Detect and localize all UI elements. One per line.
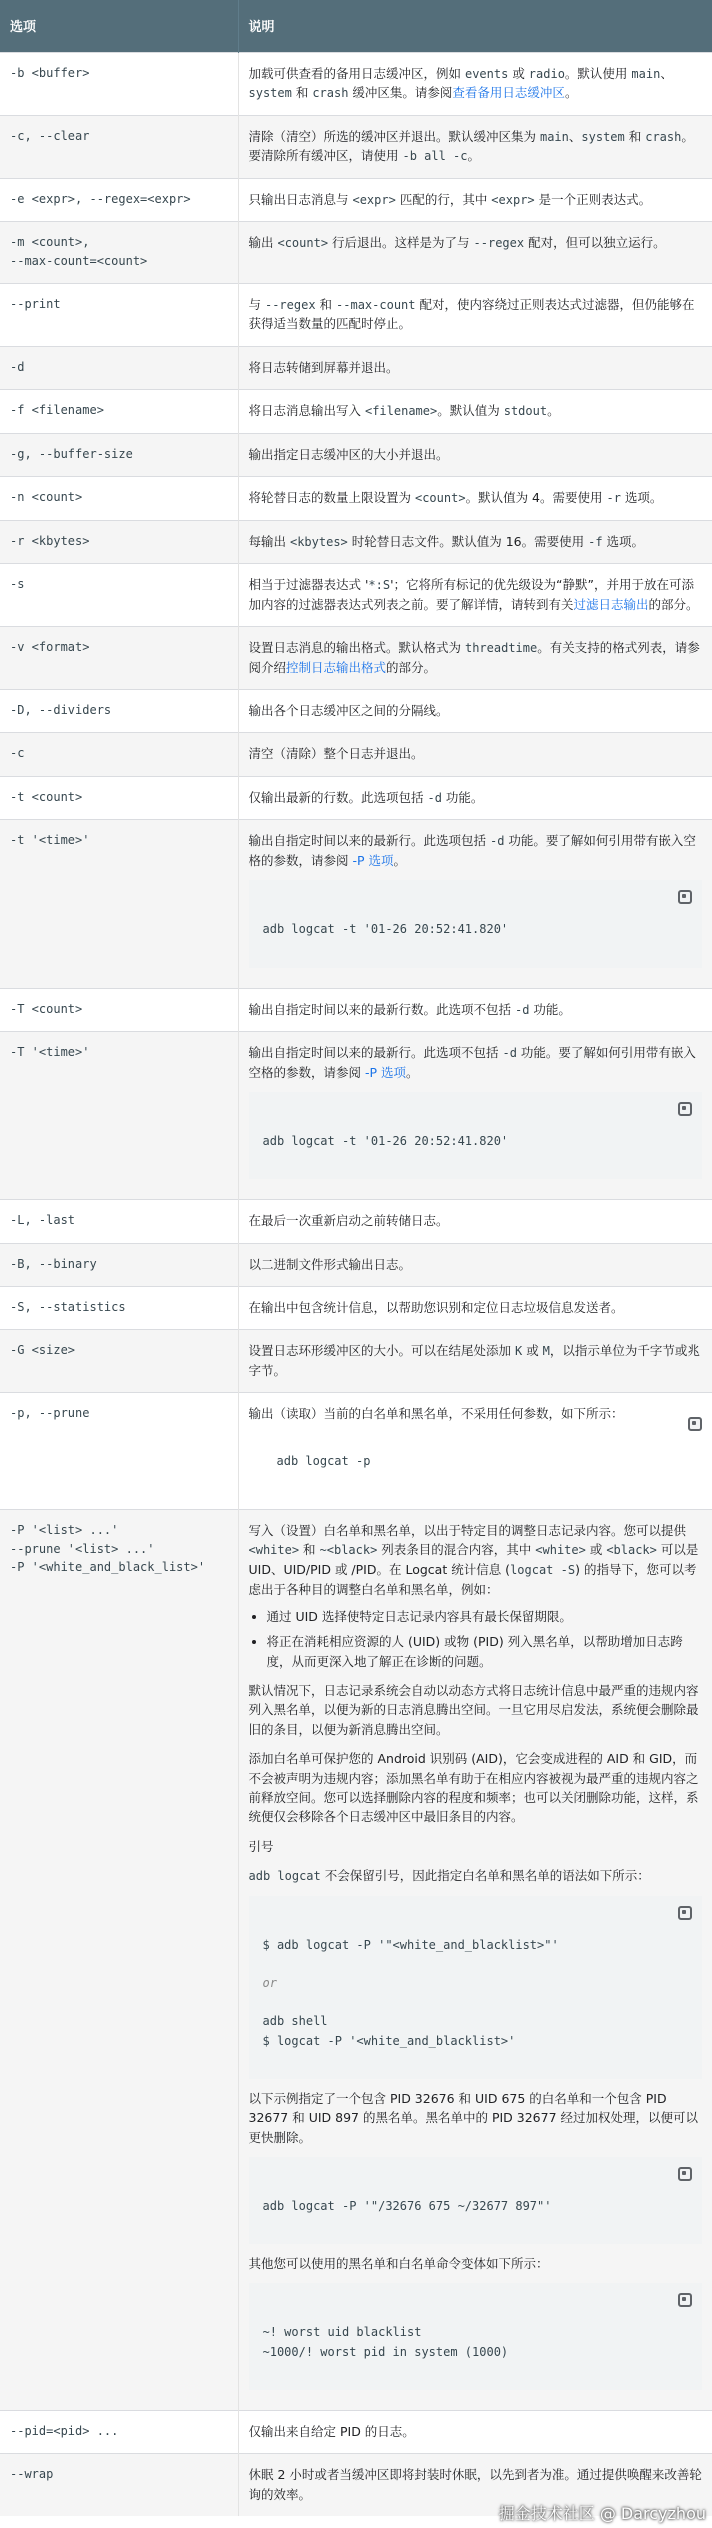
option-cell: -b <buffer>	[0, 52, 238, 115]
option-cell: -G <size>	[0, 1330, 238, 1393]
option-cell: -B, --binary	[0, 1243, 238, 1286]
header-option: 选项	[0, 0, 238, 52]
table-row	[0, 283, 712, 346]
table-row	[0, 115, 712, 178]
table-row	[0, 564, 712, 627]
description-cell: 设置日志环形缓冲区的大小。可以在结尾处添加 K 或 M，以指示单位为千字节或兆字节。	[238, 1330, 712, 1393]
table-row	[0, 988, 712, 1032]
table-row	[0, 1510, 712, 2411]
description-cell: 设置日志消息的输出格式。默认格式为 threadtime。有关支持的格式列表，请参阅介绍控制日志输出格式的部分。	[238, 627, 712, 690]
table-row	[0, 390, 712, 434]
description-cell: 与 --regex 和 --max-count 配对，使内容绕过正则表达式过滤器，但仍能够在获得适当数量的匹配时停止。	[238, 283, 712, 346]
link-alt-buffers[interactable]: 查看备用日志缓冲区	[452, 85, 565, 101]
description-cell: 仅输出来自给定 PID 的日志。	[238, 2410, 712, 2453]
option-cell: -s	[0, 564, 238, 627]
code-block: $ adb logcat -P '"<white_and_blacklist>"' or adb shell $ logcat -P '<white_and_blacklist>'	[249, 1896, 703, 2079]
link-filter-output[interactable]: 过滤日志输出	[573, 596, 649, 612]
description-cell: 将轮替日志的数量上限设置为 <count>。默认值为 4。需要使用 -r 选项。	[238, 476, 712, 520]
table-row	[0, 627, 712, 690]
description-cell: 只输出日志消息与 <expr> 匹配的行，其中 <expr> 是一个正则表达式。	[238, 178, 712, 222]
description-cell: 输出各个日志缓冲区之间的分隔线。	[238, 690, 712, 733]
paragraph: 默认情况下，日志记录系统会自动以动态方式将日志统计信息中最严重的违规内容列入黑名单，以便为新的日志消息腾出空间。一旦它用尽启发法，系统便会删除最旧的条目，以便为新消息腾出空间。	[248, 1683, 699, 1737]
link-p-option[interactable]: -P 选项	[364, 1064, 407, 1080]
option-cell: -d	[0, 346, 238, 389]
description-cell: 在最后一次重新启动之前转储日志。	[238, 1200, 712, 1243]
link-output-format[interactable]: 控制日志输出格式	[286, 659, 387, 675]
option-cell: -t <count>	[0, 776, 238, 820]
watermark: 掘金技术社区 @ Darcyzhou	[498, 2504, 706, 2523]
list-item: • 将正在消耗相应资源的人 (UID) 或物 (PID) 列入黑名单，以帮助增加日志跨度，从而更深入地了解正在诊断的问题。	[267, 1632, 703, 1671]
copy-icon[interactable]	[688, 1417, 702, 1431]
paragraph: 以下示例指定了一个包含 PID 32676 和 UID 675 的白名单和一个包含 PID 32677 和 UID 897 的黑名单。黑名单中的 PID 32677 经过加权处理，以便可以更快删除。	[248, 2090, 699, 2145]
option-cell: -e <expr>, --regex=<expr>	[0, 178, 238, 222]
description-cell: 将日志消息输出写入 <filename>。默认值为 stdout。	[238, 390, 712, 434]
option-cell: -g, --buffer-size	[0, 433, 238, 476]
table-row	[0, 346, 712, 389]
option-cell: -r <kbytes>	[0, 520, 238, 564]
table-row	[0, 1393, 712, 1510]
option-cell: -D, --dividers	[0, 690, 238, 733]
description-cell: 输出指定日志缓冲区的大小并退出。	[238, 433, 712, 476]
option-cell: -c	[0, 733, 238, 776]
paragraph: 添加白名单可保护您的 Android 识别码 (AID)，它会变成进程的 AID 和 GID，而不会被声明为违规内容；添加黑名单有助于在相应内容被视为最严重的违规内容之前释放空间。您可以选择删除内容的程度和频率；也可以关闭删除功能，这样，系统便仅会移除各个日志缓冲区中最旧条目的内容。	[248, 1751, 699, 1825]
copy-icon[interactable]	[678, 2293, 692, 2307]
copy-icon[interactable]	[678, 1102, 692, 1116]
description-cell: 以二进制文件形式输出日志。	[238, 1243, 712, 1286]
option-cell: --print	[0, 283, 238, 346]
option-cell: -S, --statistics	[0, 1287, 238, 1330]
code-block: adb logcat -p	[276, 1453, 371, 1468]
option-cell: -f <filename>	[0, 390, 238, 434]
code-block: adb logcat -t '01-26 20:52:41.820'	[249, 880, 703, 967]
table-row	[0, 690, 712, 733]
table-row	[0, 1200, 712, 1243]
table-row	[0, 820, 712, 988]
description-cell: 输出自指定时间以来的最新行。此选项包括 -d 功能。要了解如何引用带有嵌入空格的参数，请参阅 -P 选项。 adb logcat -t '01-26 20:52:41.820'	[238, 820, 712, 988]
table-row	[0, 733, 712, 776]
table-header	[0, 0, 712, 52]
option-cell: --pid=<pid> ...	[0, 2410, 238, 2453]
description-cell: 加载可供查看的备用日志缓冲区，例如 events 或 radio。默认使用 main、system 和 crash 缓冲区集。请参阅查看备用日志缓冲区。	[238, 52, 712, 115]
table-row	[0, 1243, 712, 1286]
option-cell: -v <format>	[0, 627, 238, 690]
code-block: adb logcat -P '"/32676 675 ~/32677 897"'	[249, 2157, 703, 2244]
option-cell: -L, -last	[0, 1200, 238, 1243]
paragraph: 其他您可以使用的黑名单和白名单命令变体如下所示：	[248, 2256, 549, 2272]
copy-icon[interactable]	[678, 1906, 692, 1920]
description-cell: 输出自指定时间以来的最新行。此选项不包括 -d 功能。要了解如何引用带有嵌入空格的参数，请参阅 -P 选项。 adb logcat -t '01-26 20:52:41.820'	[238, 1032, 712, 1200]
bullet-list	[267, 1607, 703, 1671]
option-cell: -T <count>	[0, 988, 238, 1032]
description-cell: 输出自指定时间以来的最新行数。此选项不包括 -d 功能。	[238, 988, 712, 1032]
description-cell: 相当于过滤器表达式 '*:S'；它将所有标记的优先级设为“静默”，并用于放在可添加内容的过滤器表达式列表之前。要了解详情，请转到有关过滤日志输出的部分。	[238, 564, 712, 627]
table-row	[0, 476, 712, 520]
option-cell: -P '<list> ...' --prune '<list> ...' -P '<white_and_black_list>'	[0, 1510, 238, 2411]
copy-icon[interactable]	[678, 2167, 692, 2181]
copy-icon[interactable]	[678, 890, 692, 904]
description-cell: 仅输出最新的行数。此选项包括 -d 功能。	[238, 776, 712, 820]
description-cell: 将日志转储到屏幕并退出。	[238, 346, 712, 389]
table-row	[0, 178, 712, 222]
table-row	[0, 1032, 712, 1200]
option-cell: --wrap	[0, 2454, 238, 2516]
option-cell: -t '<time>'	[0, 820, 238, 988]
subheading: 引号	[248, 1838, 274, 1854]
description-cell: 清空（清除）整个日志并退出。	[238, 733, 712, 776]
code-block: ~! worst uid blacklist ~1000/! worst pid in system (1000)	[249, 2283, 703, 2389]
description-cell: 每输出 <kbytes> 时轮替日志文件。默认值为 16。需要使用 -f 选项。	[238, 520, 712, 564]
table-row	[0, 1287, 712, 1330]
option-cell: -p, --prune	[0, 1393, 238, 1510]
option-cell: -m <count>, --max-count=<count>	[0, 222, 238, 283]
description-cell: 清除（清空）所选的缓冲区并退出。默认缓冲区集为 main、system 和 crash。要清除所有缓冲区，请使用 -b all -c。	[238, 115, 712, 178]
table-row	[0, 52, 712, 115]
description-cell: 在输出中包含统计信息，以帮助您识别和定位日志垃圾信息发送者。	[238, 1287, 712, 1330]
description-cell: 写入（设置）白名单和黑名单，以出于特定目的调整日志记录内容。您可以提供 <white> 和 ~<black> 列表条目的混合内容，其中 <white> 或 <black> 可以是 UID、UID/PID 或 /PID。在 Logcat 统计信息 (logcat -S) 的指导下，您可以考虑出于各种目的调整白名单和黑名单，例如： • 通过 UID 选择使特定日志记录内容具有最长保留期限。 • 将正在消耗相应资源的人 (UID) 或物 (PID) 列入黑名单，以帮助增加日志跨度，从而更深入地了解正在诊断的问题。 默认情况下，日志记录系统会自动以动态方式将日志统计信息中最严重的违规内容列入黑名单，以便为新的日志消息腾出空间。一旦它用尽启发法，系统便会删除最旧的条目，以便为新消息腾出空间。 添加白名单可保护您的 Android 识别码 (AID)，它会变成进程的 AID 和 GID，而不会被声明为违规内容；添加黑名单有助于在相应内容被视为最严重的违规内容之前释放空间。您可以选择删除内容的程度和频率；也可以关闭删除功能，这样，系统便仅会移除各个日志缓冲区中最旧条目的内容。 引号 adb logcat 不会保留引号，因此指定白名单和黑名单的语法如下所示： $ adb logcat -P '"<white_and_blacklist>"' or adb shell $ logcat -P '<white_and_blacklist>' 以下示例指定了一个包含 PID 32676 和 UID 675 的白名单和一个包含 PID 32677 和 UID 897 的黑名单。黑名单中的 PID 32677 经过加权处理，以便可以更快删除。 adb logcat -P '"/32676 675 ~/32677 897"' 其他您可以使用的黑名单和白名单命令变体如下所示： ~! worst uid blacklist ~1000/! worst pid in system (1000)	[238, 1510, 712, 2411]
table-row	[0, 2410, 712, 2453]
header-description: 说明	[238, 0, 712, 52]
description-cell: 输出（读取）当前的白名单和黑名单，不采用任何参数，如下所示： adb logcat -p	[238, 1393, 712, 1510]
link-p-option[interactable]: -P 选项	[352, 853, 394, 869]
table-row	[0, 520, 712, 564]
code-block: adb logcat -t '01-26 20:52:41.820'	[249, 1092, 703, 1179]
option-cell: -c, --clear	[0, 115, 238, 178]
option-cell: -T '<time>'	[0, 1032, 238, 1200]
option-cell: -n <count>	[0, 476, 238, 520]
description-cell: 输出 <count> 行后退出。这样是为了与 --regex 配对，但可以独立运行。	[238, 222, 712, 283]
table-row	[0, 433, 712, 476]
list-item: • 通过 UID 选择使特定日志记录内容具有最长保留期限。	[267, 1607, 703, 1626]
paragraph: adb logcat 不会保留引号，因此指定白名单和黑名单的语法如下所示：	[248, 1868, 650, 1884]
table-row	[0, 1330, 712, 1393]
table-row	[0, 222, 712, 283]
description-cell: 休眠 2 小时或者当缓冲区即将封装时休眠，以先到者为准。通过提供唤醒来改善轮询的效率。	[238, 2454, 712, 2516]
table-row	[0, 776, 712, 820]
